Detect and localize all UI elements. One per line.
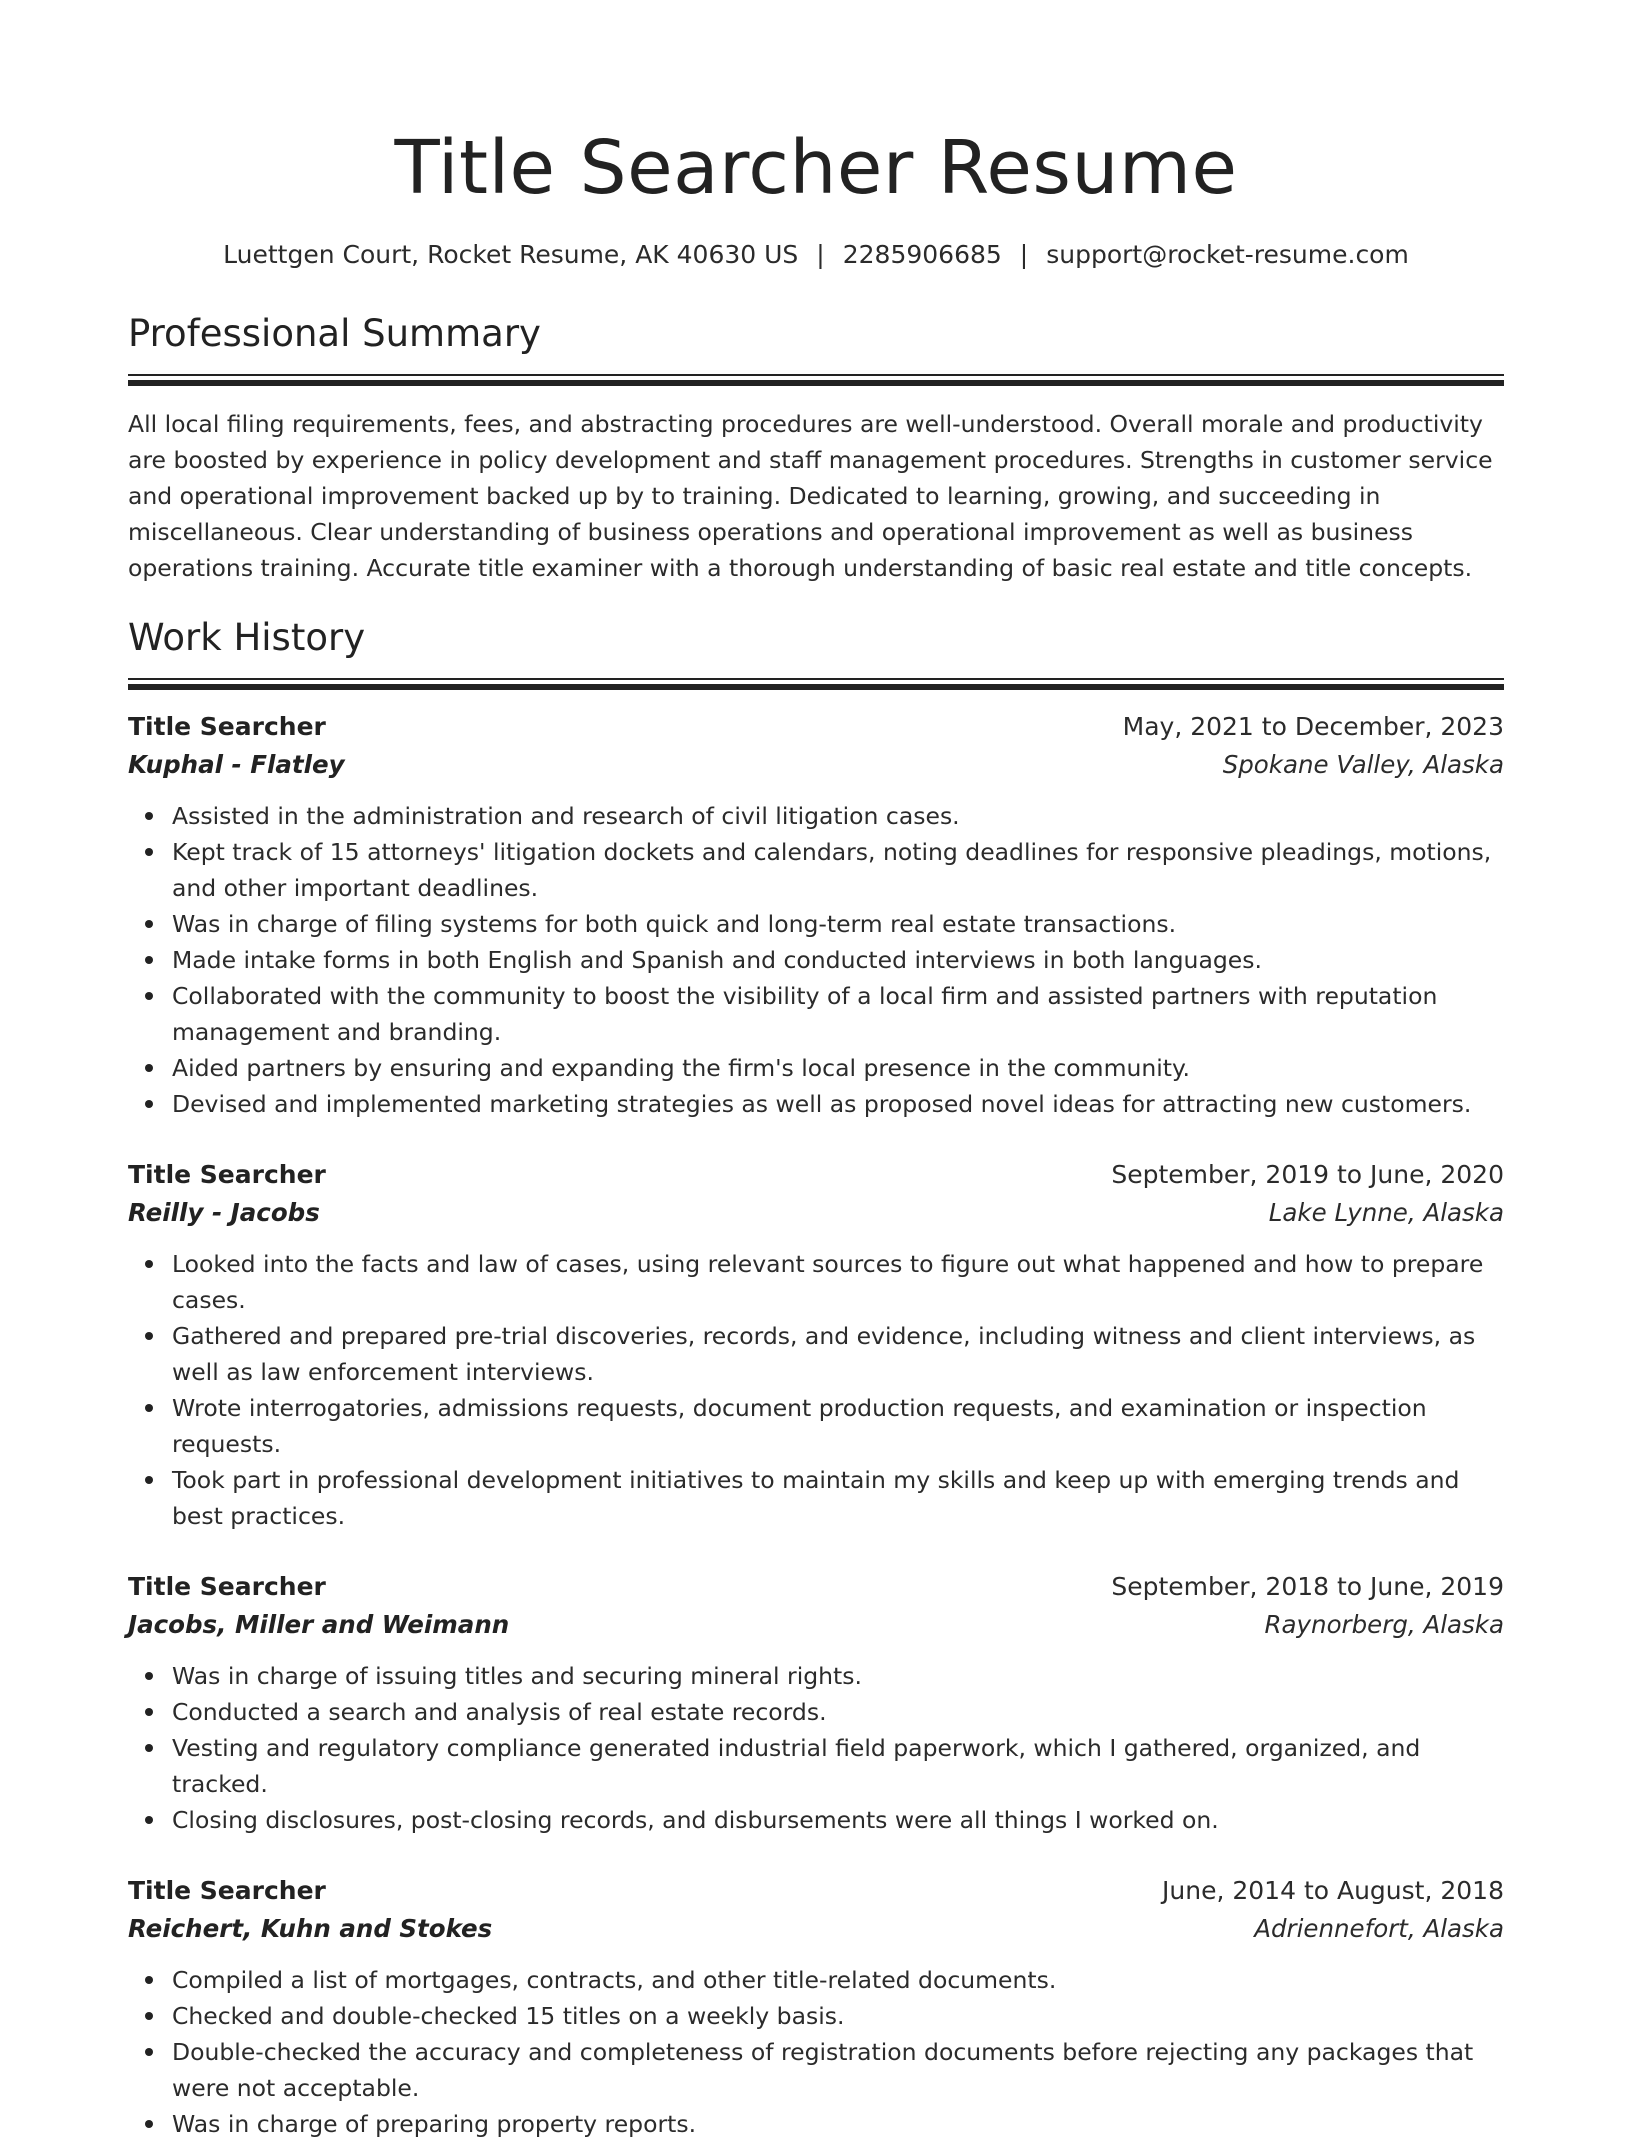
- job-bullet: Kept track of 15 attorneys' litigation dockets and calendars, noting deadlines for responsive pleadings, motions, and other important deadlines.: [172, 834, 1504, 906]
- job-bullet: Compiled a list of mortgages, contracts, and other title-related documents.: [172, 1962, 1504, 1998]
- contact-address: Luettgen Court, Rocket Resume, AK 40630 US: [223, 240, 799, 269]
- contact-phone: 2285906685: [842, 240, 1002, 269]
- resume-title: Title Searcher Resume: [394, 125, 1238, 211]
- professional-summary-section: [128, 310, 1504, 586]
- job-bullet: Closing disclosures, post-closing records, and disbursements were all things I worked on.: [172, 1802, 1504, 1838]
- job-title: Title Searcher: [128, 712, 326, 741]
- contact-email: support@rocket-resume.com: [1046, 240, 1409, 269]
- job-bullet-list: [128, 1658, 1504, 1838]
- job-bullet: Assisted in the administration and research of civil litigation cases.: [172, 798, 1504, 834]
- job-dates: June, 2014 to August, 2018: [1162, 1876, 1504, 1905]
- job-title: Title Searcher: [128, 1572, 326, 1601]
- summary-text: All local filing requirements, fees, and abstracting procedures are well-understood. Overall morale and productivity are boosted by experience in policy development and staff management procedures. Strengths in customer service and operational improvement backed up by to training. Dedicated to learning, growing, and succeeding in miscellaneous. Clear understanding of business operations and operational improvement as well as business operations training. Accurate title examiner with a thorough understanding of basic real estate and title concepts.: [128, 410, 1493, 582]
- section-heading-summary: Professional Summary: [128, 312, 541, 355]
- job-entry: [128, 1872, 1504, 2142]
- job-company: Jacobs, Miller and Weimann: [128, 1610, 510, 1639]
- job-company: Reichert, Kuhn and Stokes: [128, 1914, 493, 1943]
- job-dates: September, 2018 to June, 2019: [1111, 1572, 1504, 1601]
- contact-separator: |: [816, 240, 825, 269]
- job-entry: [128, 1568, 1504, 1838]
- job-bullet: Took part in professional development initiatives to maintain my skills and keep up with emerging trends and best practices.: [172, 1462, 1504, 1534]
- job-entry: [128, 1156, 1504, 1534]
- job-bullet: Aided partners by ensuring and expanding the firm's local presence in the community.: [172, 1050, 1504, 1086]
- job-bullet: Vesting and regulatory compliance generated industrial field paperwork, which I gathered, organized, and tracked.: [172, 1730, 1504, 1802]
- section-heading-work-history: Work History: [128, 616, 366, 659]
- work-history-section: [128, 614, 1504, 2142]
- job-bullet: Gathered and prepared pre-trial discoveries, records, and evidence, including witness and client interviews, as well as law enforcement interviews.: [172, 1318, 1504, 1390]
- job-bullet: Made intake forms in both English and Spanish and conducted interviews in both languages.: [172, 942, 1504, 978]
- job-bullet: Looked into the facts and law of cases, using relevant sources to figure out what happened and how to prepare cases.: [172, 1246, 1504, 1318]
- job-location: Adriennefort, Alaska: [1254, 1914, 1504, 1943]
- job-location: Spokane Valley, Alaska: [1222, 750, 1504, 779]
- job-bullet: Conducted a search and analysis of real estate records.: [172, 1694, 1504, 1730]
- section-divider: [128, 374, 1504, 386]
- job-bullet: Collaborated with the community to boost the visibility of a local firm and assisted partners with reputation management and branding.: [172, 978, 1504, 1050]
- job-bullet-list: [128, 1962, 1504, 2142]
- job-location: Lake Lynne, Alaska: [1268, 1198, 1504, 1227]
- job-bullet: Devised and implemented marketing strategies as well as proposed novel ideas for attracting new customers.: [172, 1086, 1504, 1122]
- job-title: Title Searcher: [128, 1160, 326, 1189]
- job-company: Reilly - Jacobs: [128, 1198, 320, 1227]
- job-bullet-list: [128, 1246, 1504, 1534]
- job-bullet: Checked and double-checked 15 titles on a weekly basis.: [172, 1998, 1504, 2034]
- contact-separator: |: [1019, 240, 1029, 269]
- job-dates: May, 2021 to December, 2023: [1122, 712, 1504, 741]
- job-bullet: Was in charge of issuing titles and securing mineral rights.: [172, 1658, 1504, 1694]
- job-company: Kuphal - Flatley: [128, 750, 345, 779]
- job-dates: September, 2019 to June, 2020: [1111, 1160, 1504, 1189]
- job-bullet: Was in charge of preparing property reports.: [172, 2106, 1504, 2142]
- job-entry: [128, 708, 1504, 1122]
- job-bullet-list: [128, 798, 1504, 1122]
- job-title: Title Searcher: [128, 1876, 326, 1905]
- job-bullet: Wrote interrogatories, admissions requests, document production requests, and examination or inspection requests.: [172, 1390, 1504, 1462]
- job-bullet: Double-checked the accuracy and completeness of registration documents before rejecting any packages that were not acceptable.: [172, 2034, 1504, 2106]
- contact-line: [128, 238, 1504, 272]
- job-location: Raynorberg, Alaska: [1264, 1610, 1504, 1639]
- job-bullet: Was in charge of filing systems for both quick and long-term real estate transactions.: [172, 906, 1504, 942]
- section-divider: [128, 678, 1504, 690]
